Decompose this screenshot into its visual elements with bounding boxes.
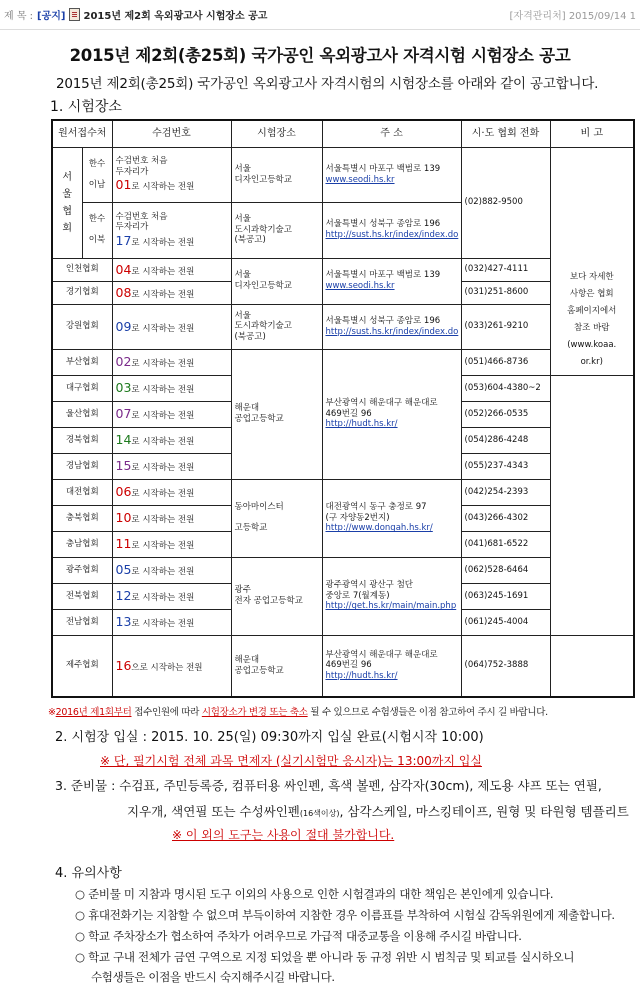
exam-place-cell: 서울 도시과학기술고 (북공고) bbox=[231, 304, 322, 349]
assoc-cell: 충남협회 bbox=[52, 531, 112, 557]
exam-number-cell: 14로 시작하는 전원 bbox=[112, 427, 231, 453]
phone-cell: (062)528-6464 bbox=[461, 557, 550, 583]
assoc-cell: 경북협회 bbox=[52, 427, 112, 453]
assoc-cell: 전남협회 bbox=[52, 609, 112, 635]
section-3-note: ※ 이 외의 도구는 사용이 절대 불가합니다. bbox=[172, 828, 395, 842]
table-row bbox=[52, 635, 634, 697]
address-cell: 부산광역시 해운대구 해운대로 469번길 96 http://hudt.hs.kr/ bbox=[322, 349, 461, 479]
section-3-supplies-cont: 지우개, 색연필 또는 수성싸인펜(16색이상), 삼각스케일, 마스킹테이프, 원형 및 타원형 템플리트 bbox=[127, 804, 629, 819]
phone-cell: (042)254-2393 bbox=[461, 479, 550, 505]
assoc-cell: 부산협회 bbox=[52, 349, 112, 375]
topbar bbox=[0, 0, 640, 30]
phone-cell: (053)604-4380~2 bbox=[461, 375, 550, 401]
exam-number-cell: 03로 시작하는 전원 bbox=[112, 375, 231, 401]
exam-location-table bbox=[51, 119, 635, 698]
table-row bbox=[52, 147, 634, 202]
exam-number-cell: 10로 시작하는 전원 bbox=[112, 505, 231, 531]
assoc-cell: 제주협회 bbox=[52, 635, 112, 697]
table-row bbox=[52, 304, 634, 349]
subject-label: 제 목 : bbox=[4, 11, 34, 22]
header-cell: 비 고 bbox=[550, 120, 634, 147]
exam-place-cell: 해운대 공업고등학교 bbox=[231, 349, 322, 479]
header-cell: 시·도 협회 전화 bbox=[461, 120, 550, 147]
caution-item: ○ 학교 구내 전체가 금연 구역으로 지정 되었을 뿐 아니라 동 규정 위반 시 범칙금 및 퇴교를 실시하오니 bbox=[75, 950, 575, 964]
assoc-cell: 울산협회 bbox=[52, 401, 112, 427]
table-row bbox=[52, 349, 634, 375]
school-url-link[interactable]: http://www.dongah.hs.kr/ bbox=[325, 523, 433, 534]
section-3-supplies: 3. 준비물 : 수검표, 주민등록증, 컴퓨터용 싸인펜, 흑색 볼펜, 삼각자(30cm), 제도용 샤프 또는 연필, bbox=[55, 778, 602, 793]
exam-place-cell: 동아마이스터 고등학교 bbox=[231, 479, 322, 557]
exam-number-cell: 08로 시작하는 전원 bbox=[112, 281, 231, 304]
assoc-cell: 광주협회 bbox=[52, 557, 112, 583]
school-url-link[interactable]: http://hudt.hs.kr/ bbox=[325, 419, 398, 430]
remarks-cell: 보다 자세한 사항은 협회 홈페이지에서 참조 바람 (www.koaa. or.kr) bbox=[550, 147, 634, 375]
phone-cell: (031)251-8600 bbox=[461, 281, 550, 304]
exam-number-cell: 09로 시작하는 전원 bbox=[112, 304, 231, 349]
exam-place-cell: 서울 디자인고등학교 bbox=[231, 258, 322, 304]
post-subject: 2015년 제2회 옥외광고사 시험장소 공고 bbox=[83, 11, 268, 22]
address-cell: 서울특별시 마포구 백범로 139 www.seodi.hs.kr bbox=[322, 258, 461, 304]
school-url-link[interactable]: http://sust.hs.kr/index/index.do bbox=[325, 326, 459, 337]
phone-cell: (02)882-9500 bbox=[461, 147, 550, 258]
table-row bbox=[52, 258, 634, 281]
post-meta: [자격관리처] 2015/09/14 1 bbox=[509, 11, 636, 22]
exam-number-cell: 15로 시작하는 전원 bbox=[112, 453, 231, 479]
exam-place-cell: 서울 디자인고등학교 bbox=[231, 147, 322, 202]
exam-number-cell: 07로 시작하는 전원 bbox=[112, 401, 231, 427]
caution-item: ○ 휴대전화기는 지참할 수 없으며 부득이하여 지참한 경우 이름표를 부착하여 시험실 감독위원에게 제출합니다. bbox=[75, 908, 615, 922]
phone-cell: (063)245-1691 bbox=[461, 583, 550, 609]
assoc-cell: 충북협회 bbox=[52, 505, 112, 531]
location-change-warning: ※2016년 제1회부터 접수인원에 따라 시험장소가 변경 또는 축소 될 수 있으므로 수험생들은 이점 참고하여 주시 길 바랍니다. bbox=[48, 707, 548, 718]
document-icon bbox=[69, 8, 80, 21]
seoul-north-cell: 한수 이북 bbox=[82, 202, 112, 258]
section-4-heading: 4. 유의사항 bbox=[55, 866, 122, 881]
section-2-note: ※ 단, 필기시험 전체 과목 면제자 (실기시험만 응시자)는 13:00까지 입실 bbox=[100, 754, 482, 768]
phone-cell: (052)266-0535 bbox=[461, 401, 550, 427]
phone-cell: (033)261-9210 bbox=[461, 304, 550, 349]
school-url-link[interactable]: www.seodi.hs.kr bbox=[325, 281, 395, 291]
address-cell: 부산광역시 해운대구 해운대로 469번길 96 http://hudt.hs.kr/ bbox=[322, 635, 461, 697]
school-url-link[interactable]: www.seodi.hs.kr bbox=[325, 174, 395, 185]
assoc-cell: 경기협회 bbox=[52, 281, 112, 304]
notice-category-link[interactable]: [공지] bbox=[37, 11, 66, 22]
address-cell: 서울특별시 마포구 백범로 139 www.seodi.hs.kr bbox=[322, 147, 461, 202]
exam-number-cell: 11로 시작하는 전원 bbox=[112, 531, 231, 557]
exam-place-cell: 해운대 공업고등학교 bbox=[231, 635, 322, 697]
table-row bbox=[52, 557, 634, 583]
exam-number-cell: 04로 시작하는 전원 bbox=[112, 258, 231, 281]
phone-cell: (032)427-4111 bbox=[461, 258, 550, 281]
address-cell: 대전광역시 동구 충정로 97 (구 자양동2번지) http://www.dongah.hs.kr/ bbox=[322, 479, 461, 557]
exam-number-cell: 13로 시작하는 전원 bbox=[112, 609, 231, 635]
header-cell: 시험장소 bbox=[231, 120, 322, 147]
exam-number-cell: 수검번호 처음 두자리가 01로 시작하는 전원 bbox=[112, 147, 231, 202]
header-cell: 주 소 bbox=[322, 120, 461, 147]
assoc-cell: 인천협회 bbox=[52, 258, 112, 281]
section-2-entry-time: 2. 시험장 입실 : 2015. 10. 25(일) 09:30까지 입실 완료(시험시작 10:00) bbox=[55, 730, 484, 745]
phone-cell: (064)752-3888 bbox=[461, 635, 550, 697]
exam-number-cell: 05로 시작하는 전원 bbox=[112, 557, 231, 583]
phone-cell: (043)266-4302 bbox=[461, 505, 550, 531]
header-cell: 수검번호 bbox=[112, 120, 231, 147]
caution-item: ○ 준비물 미 지참과 명시된 도구 이외의 사용으로 인한 시험결과의 대한 책임은 본인에게 있습니다. bbox=[75, 887, 554, 901]
address-cell: 광주광역시 광산구 첨단 중앙로 7(월계동) http://get.hs.kr/main/main.php bbox=[322, 557, 461, 635]
intro-text: 2015년 제2회(총25회) 국가공인 옥외광고사 자격시험의 시험장소를 아래와 같이 공고합니다. bbox=[56, 76, 599, 92]
assoc-cell: 전북협회 bbox=[52, 583, 112, 609]
school-url-link[interactable]: http://sust.hs.kr/index/index.do bbox=[325, 230, 459, 240]
section-1-heading: 1. 시험장소 bbox=[50, 99, 122, 115]
school-url-link[interactable]: http://hudt.hs.kr/ bbox=[325, 671, 398, 682]
phone-cell: (041)681-6522 bbox=[461, 531, 550, 557]
phone-cell: (055)237-4343 bbox=[461, 453, 550, 479]
exam-place-cell: 서울 도시과학기술고 (북공고) bbox=[231, 202, 322, 258]
page-title: 2015년 제2회(총25회) 국가공인 옥외광고사 자격시험 시험장소 공고 bbox=[69, 46, 571, 65]
exam-number-cell: 02로 시작하는 전원 bbox=[112, 349, 231, 375]
seoul-assoc-cell: 서 울 협 회 bbox=[52, 147, 82, 258]
phone-cell: (051)466-8736 bbox=[461, 349, 550, 375]
remarks-empty-cell bbox=[550, 375, 634, 635]
exam-number-cell: 06로 시작하는 전원 bbox=[112, 479, 231, 505]
assoc-cell: 대구협회 bbox=[52, 375, 112, 401]
exam-number-cell: 수검번호 처음 두자리가 17로 시작하는 전원 bbox=[112, 202, 231, 258]
assoc-cell: 강원협회 bbox=[52, 304, 112, 349]
table-row bbox=[52, 479, 634, 505]
header-cell: 원서접수처 bbox=[52, 120, 112, 147]
exam-place-cell: 광주 전자 공업고등학교 bbox=[231, 557, 322, 635]
address-cell: 서울특별시 성북구 종암로 196 http://sust.hs.kr/index/index.do bbox=[322, 202, 461, 258]
school-url-link[interactable]: http://get.hs.kr/main/main.php bbox=[325, 601, 457, 612]
assoc-cell: 경남협회 bbox=[52, 453, 112, 479]
caution-item: 수험생들은 이점을 반드시 숙지해주시길 바랍니다. bbox=[91, 970, 335, 984]
address-cell: 서울특별시 성북구 종암로 196 http://sust.hs.kr/index/index.do bbox=[322, 304, 461, 349]
phone-cell: (061)245-4004 bbox=[461, 609, 550, 635]
seoul-south-cell: 한수 이남 bbox=[82, 147, 112, 202]
exam-number-cell: 12로 시작하는 전원 bbox=[112, 583, 231, 609]
table-header-row bbox=[52, 120, 634, 147]
exam-number-cell: 16으로 시작하는 전원 bbox=[112, 635, 231, 697]
phone-cell: (054)286-4248 bbox=[461, 427, 550, 453]
assoc-cell: 대전협회 bbox=[52, 479, 112, 505]
caution-item: ○ 학교 주차장소가 협소하여 주차가 어려우므로 가급적 대중교통을 이용해 주시길 바랍니다. bbox=[75, 929, 522, 943]
